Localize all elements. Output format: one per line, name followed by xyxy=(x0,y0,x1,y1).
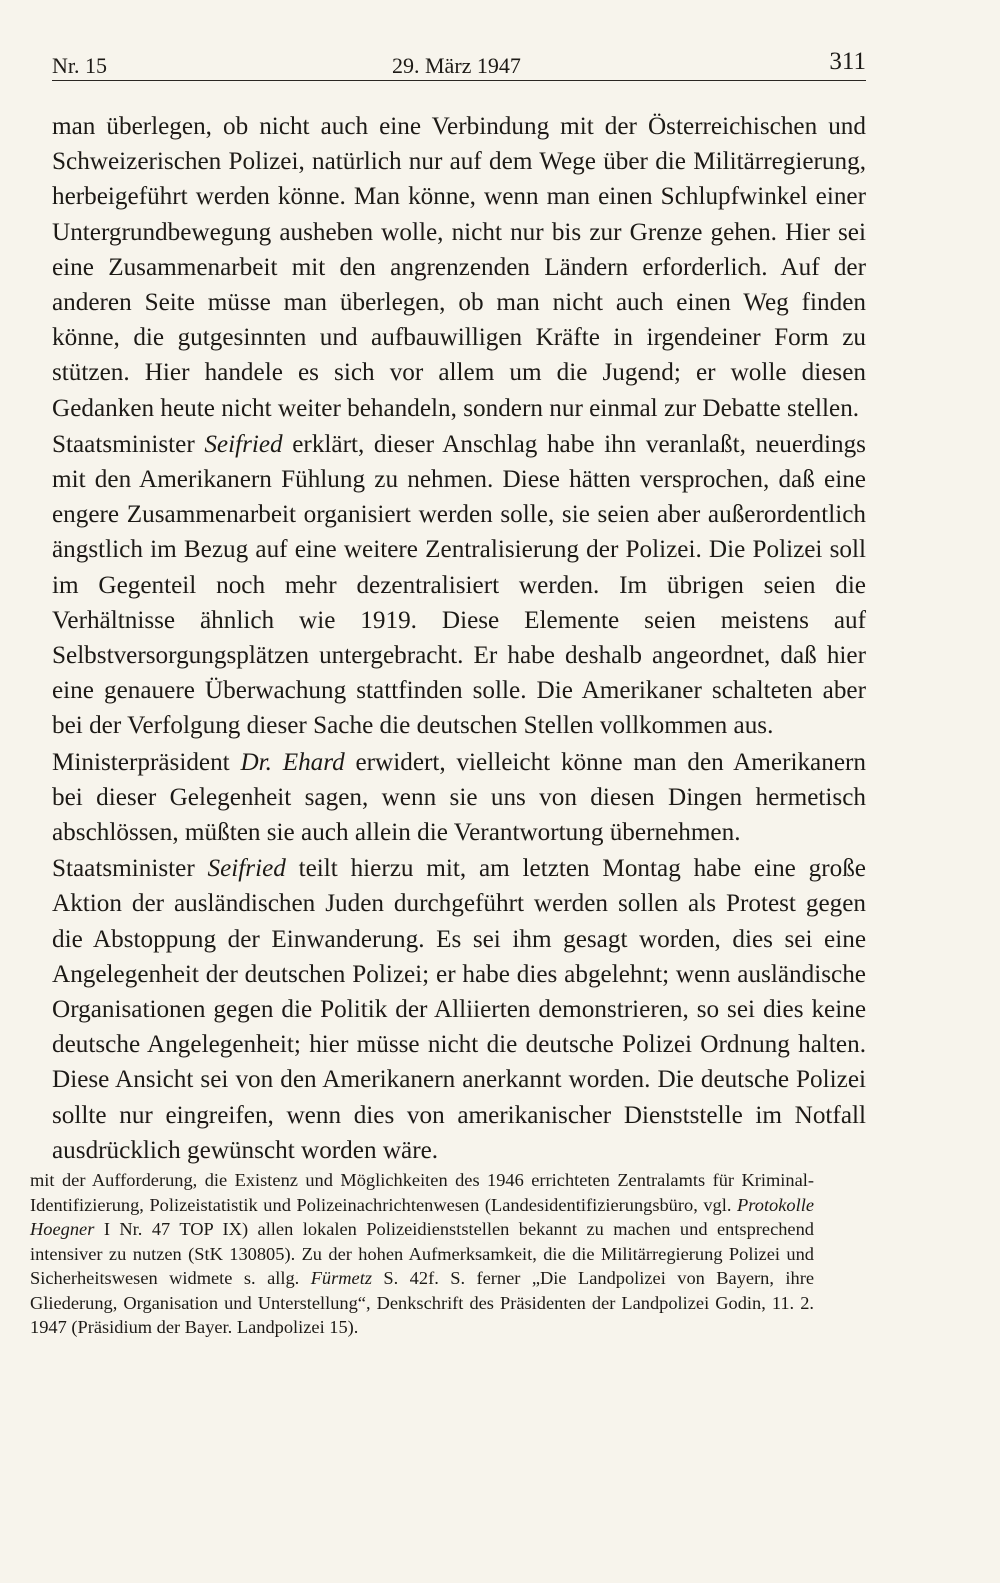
paragraph-2-lead: Staatsminister xyxy=(52,430,205,458)
paragraph-4-lead: Staatsminister xyxy=(52,855,208,883)
footnote-text-3: S. 42f. S. ferner „Die Landpolizei von Bayern, ihre Gliederung, Organisation und Unterstellung“, Denkschrift des Präsidenten der Landpolizei Godin, 11. 2. 1947 (Präsidium der Bayer. Landpolizei 15). xyxy=(30,1268,815,1337)
speaker-name: Dr. Ehard xyxy=(240,748,345,776)
paragraph-1: man überlegen, ob nicht auch eine Verbindung mit der Österreichischen und Schweizerischen Polizei, natürlich nur auf dem Wege über die Militärregierung, herbeigeführt werden könne. Man könne, wenn man einen Schlupfwinkel einer Untergrundbewegung ausheben wolle, nicht nur bis zur Grenze gehen. Hier sei eine Zusammenarbeit mit den angrenzenden Ländern erforderlich. Auf der anderen Seite müsse man überlegen, ob man nicht auch einen Weg finden könne, die gutgesinnten und aufbauwilligen Kräfte in irgendeiner Form zu stützen. Hier handele es sich vor allem um die Jugend; er wolle diesen Gedanken heute nicht weiter behandeln, sondern nur einmal zur Debatte stellen. xyxy=(52,113,866,422)
paragraph-3 xyxy=(52,745,866,851)
paragraph-3-text: erwidert, vielleicht könne man den Amerikanern bei dieser Gelegenheit sagen, wenn sie uns von diesen Dingen hermetisch abschlössen, müßten sie auch allein die Verantwortung übernehmen. xyxy=(52,748,866,847)
footnote-text-2: I Nr. 47 TOP IX) allen lokalen Polizeidienststellen bekannt zu machen und entsprechend intensiver zu nutzen (StK 130805). Zu der hohen Aufmerksamkeit, die die Militärregierung Polizei und Sicherheitswesen widmete s. allg. xyxy=(30,1219,814,1288)
page-header xyxy=(52,40,866,81)
paragraph-4-text: teilt hierzu mit, am letzten Montag habe eine große Aktion der ausländischen Juden durchgeführt werden sollen als Protest gegen die Abstoppung der Einwanderung. Es sei ihm gesagt worden, dies sei eine Angelegenheit der deutschen Polizei; er habe dies abgelehnt; wenn ausländische Organisationen gegen die Politik der Alliierten demonstrieren, so sei dies keine deutsche Angelegenheit; hier müsse nicht die deutsche Polizei Ordnung halten. Diese Ansicht sei von den Amerikanern anerkannt worden. Die deutsche Polizei sollte nur eingreifen, wenn dies von amerikanischer Dienststelle im Notfall ausdrücklich gewünscht worden wäre. xyxy=(52,855,866,1164)
paragraph-2 xyxy=(52,427,866,744)
citation-author: Fürmetz xyxy=(310,1268,372,1288)
footnote-block xyxy=(30,1168,814,1340)
footnote-text-1: mit der Aufforderung, die Existenz und Möglichkeiten des 1946 errichteten Zentralamts für Kriminal-Identifizierung, Polizeistatistik und Polizeinachrichtenwesen (Landesidentifizierungsbüro, vgl. xyxy=(30,1170,814,1215)
citation-title: Protokolle Hoegner xyxy=(30,1194,814,1239)
issue-number: Nr. 15 xyxy=(52,53,107,78)
main-text xyxy=(52,109,866,1168)
paragraph-4 xyxy=(52,851,866,1168)
page-number: 311 xyxy=(829,48,866,75)
paragraph-2-text: erklärt, dieser Anschlag habe ihn veranlaßt, neuerdings mit den Amerikanern Fühlung zu nehmen. Diese hätten versprochen, daß eine engere Zusammenarbeit organisiert werden solle, sie seien aber außerordentlich ängstlich im Bezug auf eine weitere Zentralisierung der Polizei. Die Polizei soll im Gegenteil noch mehr dezentralisiert werden. Im übrigen seien die Verhältnisse ähnlich wie 1919. Diese Elemente seien meistens auf Selbstversorgungsplätzen untergebracht. Er habe deshalb angeordnet, daß hier eine genauere Überwachung stattfinden solle. Die Amerikaner schalteten aber bei der Verfolgung dieser Sache die deutschen Stellen vollkommen aus. xyxy=(52,430,866,740)
header-date: 29. März 1947 xyxy=(392,53,521,78)
speaker-name: Seifried xyxy=(204,430,283,458)
paragraph-3-lead: Ministerpräsident xyxy=(52,748,241,776)
speaker-name: Seifried xyxy=(207,855,286,883)
document-page xyxy=(52,40,866,1168)
footnote-text xyxy=(30,1168,814,1340)
